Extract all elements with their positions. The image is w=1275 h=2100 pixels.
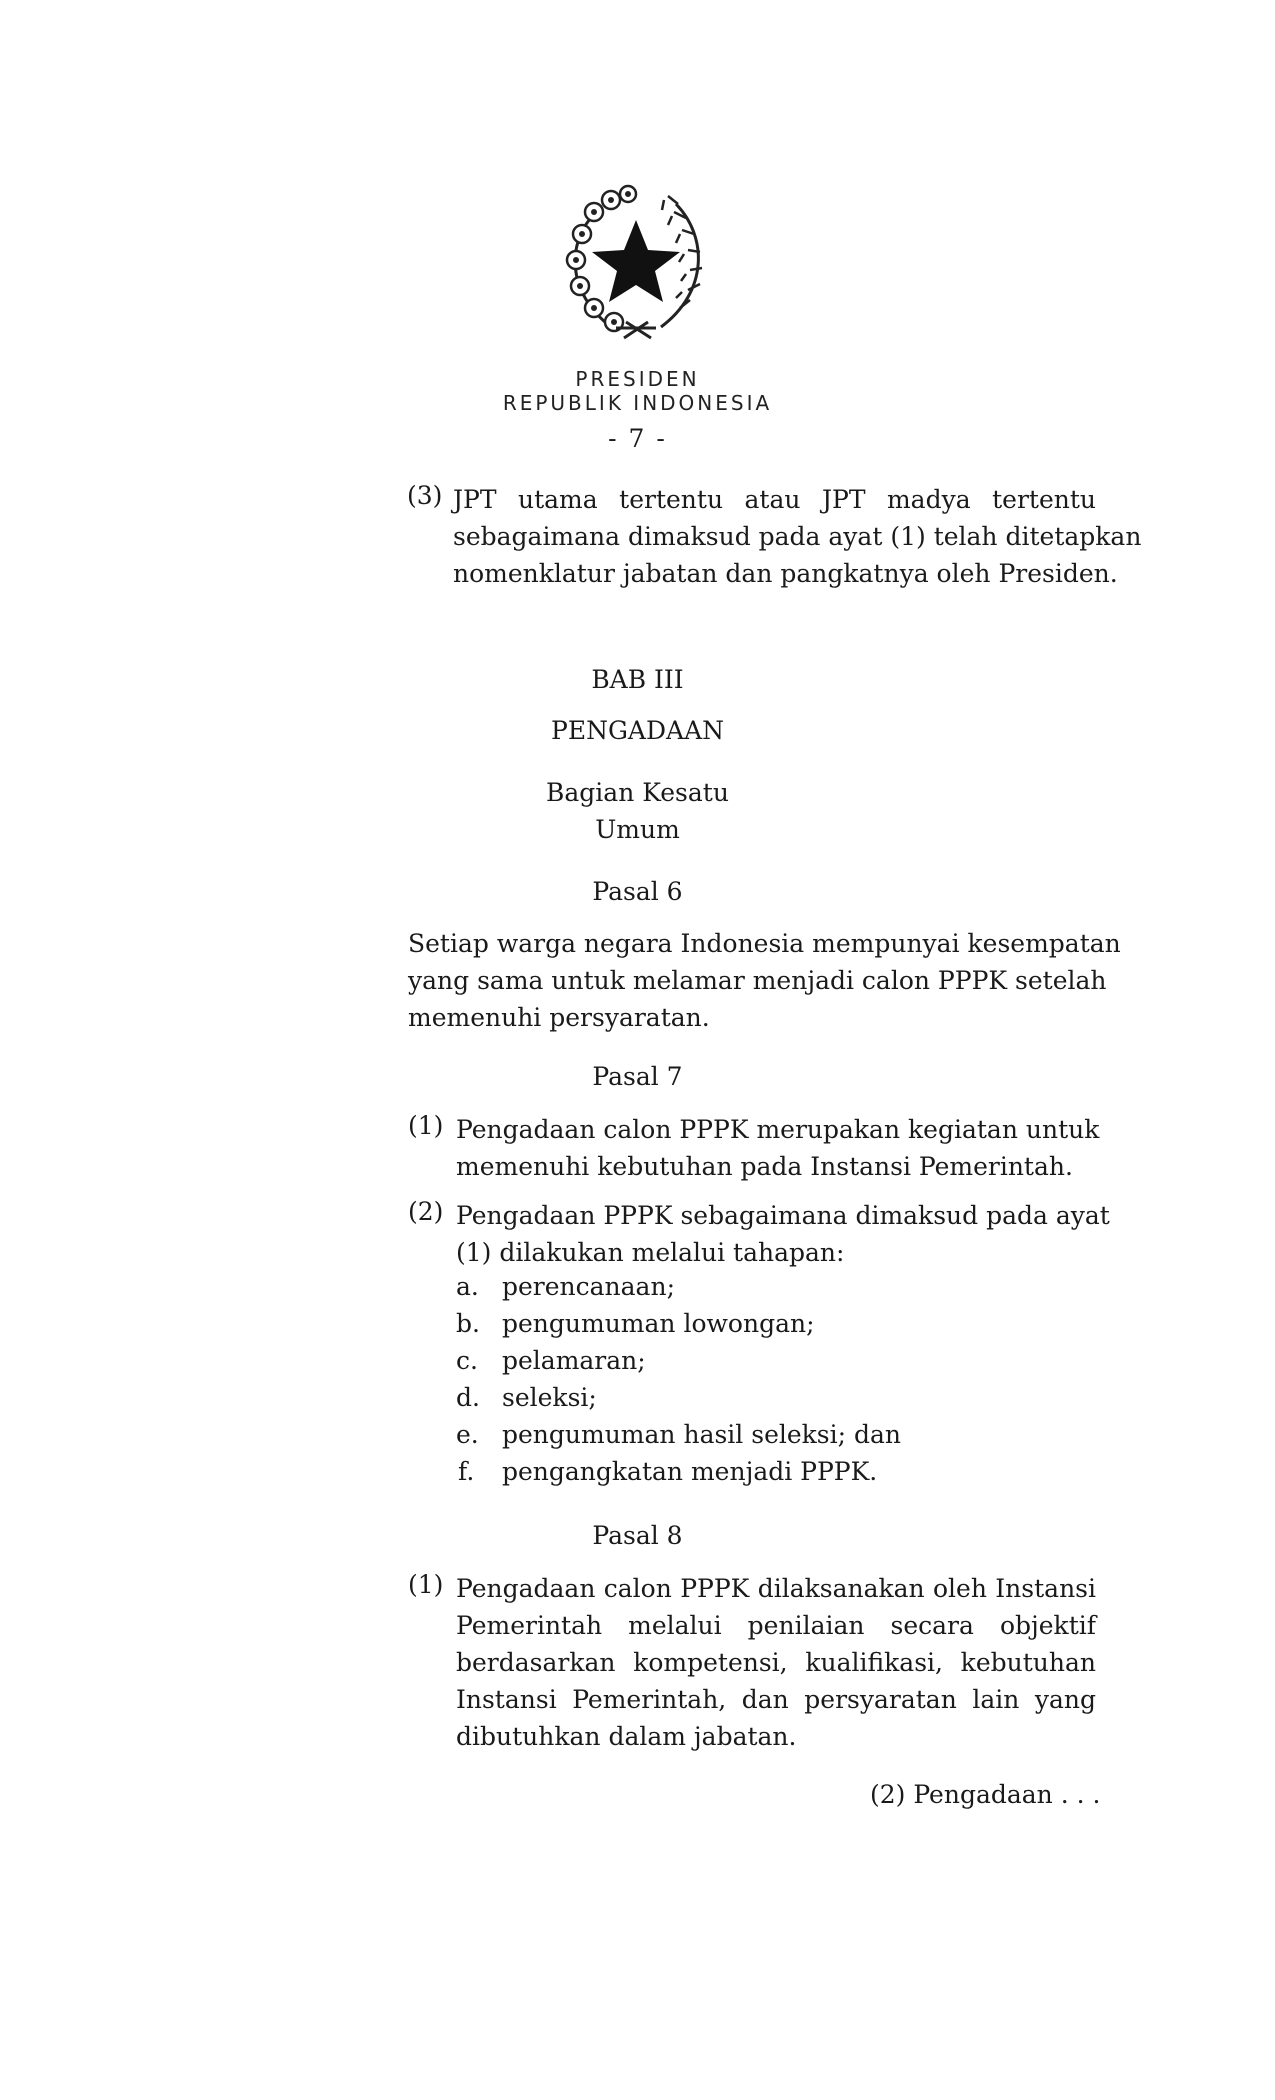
continuation-marker: (2) Pengadaan . . . bbox=[870, 1780, 1101, 1809]
list-item: seleksi; bbox=[502, 1383, 597, 1412]
ayat-3-text bbox=[453, 481, 1142, 592]
list-item: pengumuman lowongan; bbox=[502, 1309, 815, 1338]
text-line: JPT utama tertentu atau JPT madya tertentu bbox=[453, 485, 1096, 514]
list-item-letter: f. bbox=[458, 1457, 475, 1486]
text-line: Pengadaan calon PPPK dilaksanakan oleh Instansi bbox=[456, 1574, 1096, 1603]
list-item: pengangkatan menjadi PPPK. bbox=[502, 1457, 878, 1486]
ayat-number: (3) bbox=[407, 481, 443, 510]
text-line: dibutuhkan dalam jabatan. bbox=[456, 1722, 797, 1751]
ayat-number: (1) bbox=[408, 1111, 444, 1140]
article-7-ayat-1-text bbox=[456, 1111, 1100, 1185]
text-line: Pengadaan calon PPPK merupakan kegiatan untuk bbox=[456, 1115, 1100, 1144]
article-6-heading: Pasal 6 bbox=[592, 877, 683, 906]
letterhead-subtitle: REPUBLIK INDONESIA bbox=[502, 391, 773, 415]
ayat-number: (2) bbox=[408, 1197, 444, 1226]
section-title: Umum bbox=[595, 815, 680, 844]
list-item: pengumuman hasil seleksi; dan bbox=[502, 1420, 902, 1449]
article-8-heading: Pasal 8 bbox=[592, 1521, 683, 1550]
article-8-ayat-1-text bbox=[456, 1570, 1096, 1755]
text-line: Setiap warga negara Indonesia mempunyai kesempatan bbox=[408, 929, 1121, 958]
list-item-letter: b. bbox=[456, 1309, 480, 1338]
text-line: nomenklatur jabatan dan pangkatnya oleh Presiden. bbox=[453, 559, 1118, 588]
presidential-emblem-icon bbox=[556, 182, 716, 340]
text-line: Pemerintah melalui penilaian secara objektif bbox=[456, 1611, 1096, 1640]
list-item-letter: a. bbox=[456, 1272, 479, 1301]
article-7-heading: Pasal 7 bbox=[592, 1062, 683, 1091]
ayat-number: (1) bbox=[408, 1570, 444, 1599]
text-line: (1) dilakukan melalui tahapan: bbox=[456, 1238, 845, 1267]
text-line: memenuhi persyaratan. bbox=[408, 1003, 710, 1032]
page-number: - 7 - bbox=[608, 424, 667, 453]
text-line: Pengadaan PPPK sebagaimana dimaksud pada ayat bbox=[456, 1201, 1110, 1230]
text-line: yang sama untuk melamar menjadi calon PPPK setelah bbox=[408, 966, 1107, 995]
text-line: sebagaimana dimaksud pada ayat (1) telah ditetapkan bbox=[453, 522, 1142, 551]
section-number: Bagian Kesatu bbox=[546, 778, 729, 807]
list-item-letter: d. bbox=[456, 1383, 480, 1412]
chapter-number: BAB III bbox=[591, 665, 684, 694]
list-item: perencanaan; bbox=[502, 1272, 675, 1301]
chapter-title: PENGADAAN bbox=[551, 716, 724, 745]
list-item: pelamaran; bbox=[502, 1346, 646, 1375]
article-7-ayat-2-text bbox=[456, 1197, 1110, 1271]
text-line: berdasarkan kompetensi, kualifikasi, kebutuhan bbox=[456, 1648, 1096, 1677]
text-line: Instansi Pemerintah, dan persyaratan lain yang bbox=[456, 1685, 1096, 1714]
list-item-letter: c. bbox=[456, 1346, 478, 1375]
article-6-text bbox=[408, 925, 1121, 1036]
list-item-letter: e. bbox=[456, 1420, 479, 1449]
letterhead-title: PRESIDEN bbox=[575, 367, 700, 391]
text-line: memenuhi kebutuhan pada Instansi Pemerintah. bbox=[456, 1152, 1073, 1181]
